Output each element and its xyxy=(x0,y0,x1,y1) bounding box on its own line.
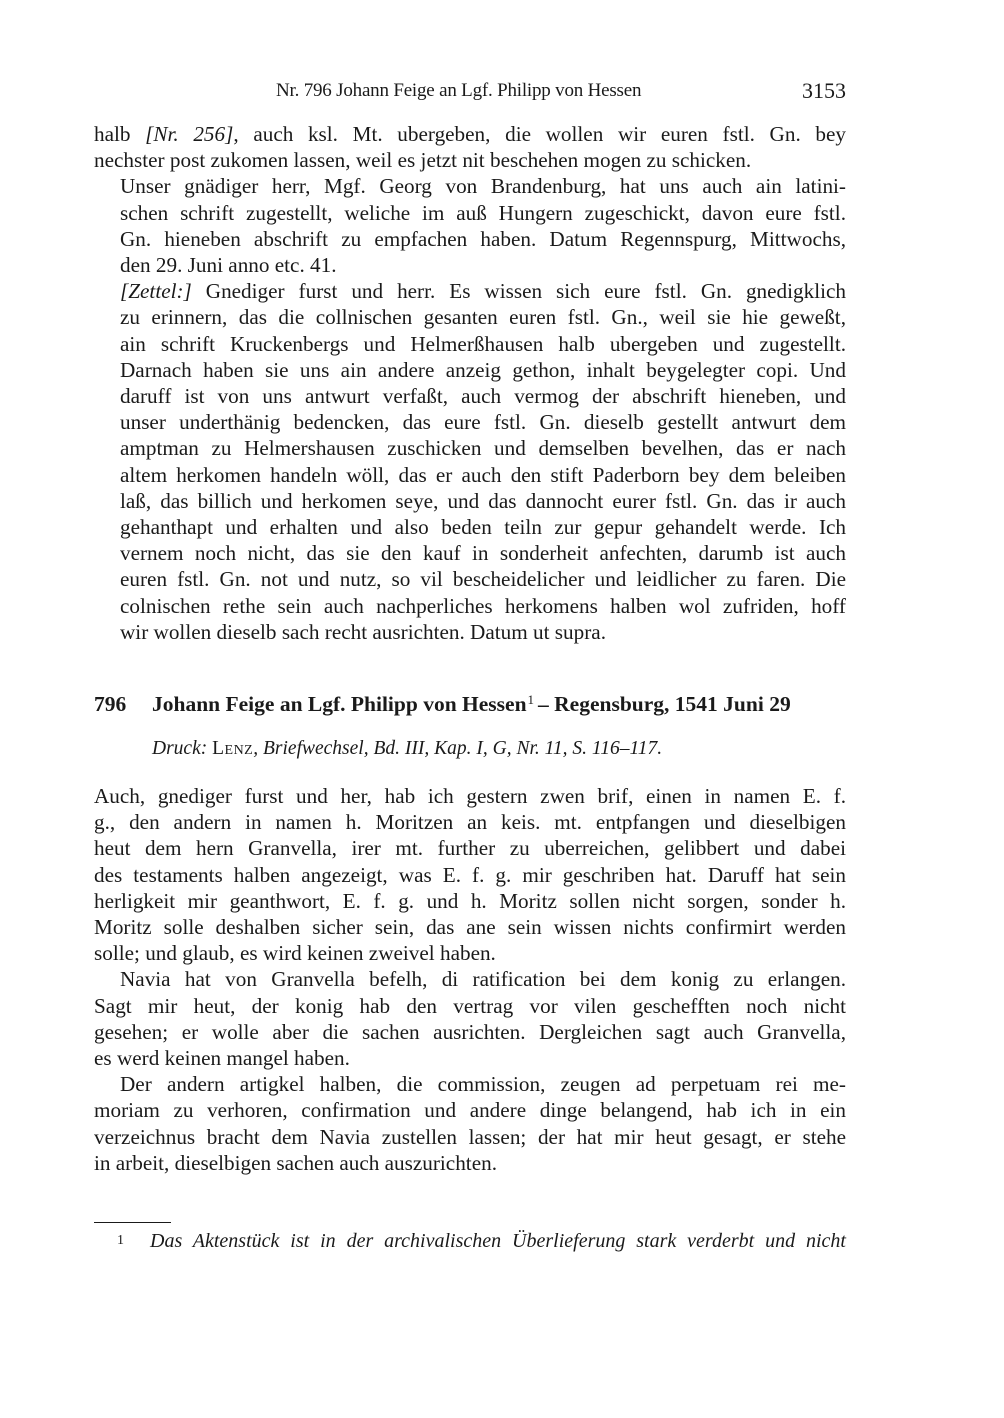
text-line: Darnach haben sie uns ain andere anzeig gethon, inhalt beygelegter copi. Und xyxy=(120,357,846,382)
text-line: vernem noch nicht, das sie den kauf in sonderheit anfechten, darumb ist auch xyxy=(120,541,846,566)
text-line: wir wollen dieselb sach recht ausrichten. Datum ut supra. xyxy=(120,619,606,644)
footnote-reference[interactable]: 1 xyxy=(527,692,535,707)
document-number: 796 xyxy=(94,692,127,716)
text-line: Sagt mir heut, der konig hab den vertrag vor vilen geschefften noch nicht xyxy=(94,993,846,1018)
document-body xyxy=(94,783,846,1176)
print-source-author: Lenz xyxy=(212,738,254,759)
text-line: [Zettel:] Gnediger furst und herr. Es wissen sich eure fstl. Gn. gnedigklich xyxy=(120,279,846,304)
previous-document-continuation xyxy=(94,121,846,645)
text-line: in arbeit, dieselbigen sachen auch auszurichten. xyxy=(94,1150,497,1175)
document-title: Johann Feige an Lgf. Philipp von Hessen xyxy=(152,692,527,716)
footnote xyxy=(94,1228,846,1256)
text-line: amptman zu Helmershausen zuschicken und demselben bevelhen, das er nach xyxy=(120,436,846,461)
footnote-text: Das Aktenstück ist in der archivalischen Überlieferung stark verderbt und nicht xyxy=(150,1230,846,1252)
text-line: ain schrift Kruckenbergs und Helmerßhausen halb ubergeben und zugestellt. xyxy=(120,331,846,356)
text-line: Der andern artigkel halben, die commission, zeugen ad perpetuam rei me- xyxy=(120,1072,846,1097)
paragraph xyxy=(94,121,846,173)
text-line: Navia hat von Granvella befelh, di ratification bei dem konig zu erlangen. xyxy=(120,967,846,992)
text-line: unser underthänig bedencken, das eure fstl. Gn. dieselb gestellt antwurt dem xyxy=(120,410,846,435)
text-line: Gn. hieneben abschrift zu empfachen haben. Datum Regennspurg, Mittwochs, xyxy=(120,226,846,251)
text-line: colnischen rethe sein auch nachperliches herkomens halben wol zufriden, hoff xyxy=(120,593,846,618)
text-line: es werd keinen mangel haben. xyxy=(94,1046,350,1071)
document-heading xyxy=(94,692,846,717)
editorial-reference: [Nr. 256] xyxy=(145,122,234,146)
text-line: verzeichnus bracht dem Navia zustellen lassen; der hat mir heut gesagt, er stehe xyxy=(94,1124,846,1149)
text-line: laß, das billich und herkomen seye, und das dannocht eurer fstl. Gn. das ir auch xyxy=(120,488,846,513)
paragraph xyxy=(94,173,846,278)
text-line: des testaments halben angezeigt, was E. f. g. mir geschriben hat. Daruff hat sein xyxy=(94,862,846,887)
text-line: g., den andern in namen h. Moritzen an keis. mt. entpfangen und dieselbigen xyxy=(94,810,846,835)
text-line: den 29. Juni anno etc. 41. xyxy=(120,253,337,278)
text-line: schen schrift zugestellt, weliche im auß Hungern zugeschickt, davon eure fstl. xyxy=(120,200,846,225)
text-line: Unser gnädiger herr, Mgf. Georg von Brandenburg, hat uns auch ain latini- xyxy=(120,174,846,199)
page-number: 3153 xyxy=(802,78,846,103)
print-source-label: Druck: xyxy=(152,738,208,759)
text-line: daruff ist von uns antwurt verfaßt, auch vermog der abschrift hieneben, und xyxy=(120,384,846,409)
paragraph-zettel xyxy=(94,278,846,645)
text-line: Auch, gnediger furst und her, hab ich gestern zwen brif, einen in namen E. f. xyxy=(94,784,846,808)
print-source xyxy=(152,738,662,760)
text-line: halb [Nr. 256], auch ksl. Mt. ubergeben, die wollen wir euren fstl. Gn. bey xyxy=(94,122,846,146)
text-line: Moritz solle deshalben sicher sein, das ane sein wissen nichts confirmirt werden xyxy=(94,915,846,940)
text-line: euren fstl. Gn. not und nutz, so vil bescheidelicher und leidlicher zu faren. Die xyxy=(120,567,846,592)
text-line: heut dem hern Granvella, irer mt. further zu uberreichen, gelibbert und dabei xyxy=(94,836,846,861)
zettel-label: [Zettel:] xyxy=(120,279,192,304)
paragraph xyxy=(94,966,846,1071)
text-line: gesehen; er wolle aber die sachen ausrichten. Dergleichen sagt auch Granvella, xyxy=(94,1019,846,1044)
document-place-date: – Regensburg, 1541 Juni 29 xyxy=(538,692,791,716)
text-line: nechster post zukomen lassen, weil es jetzt nit beschehen mogen zu schicken. xyxy=(94,148,752,173)
text-line: moriam zu verhoren, confirmation und andere dinge belangend, hab ich in ein xyxy=(94,1098,846,1123)
text-line: gehanthapt und erhalten und also beden teiln zur gepur gehandelt werde. Ich xyxy=(120,515,846,540)
running-title: Nr. 796 Johann Feige an Lgf. Philipp von Hessen xyxy=(276,80,642,101)
paragraph xyxy=(94,1071,846,1176)
text-line: herligkeit mir geanthwort, E. f. g. und h. Moritz sollen nicht sorgen, sonder h. xyxy=(94,888,846,913)
paragraph xyxy=(94,783,846,966)
footnote-divider xyxy=(94,1222,171,1223)
text-line: zu erinnern, das die collnischen gesanten euren fstl. Gn., weil sie hie geweßt, xyxy=(120,305,846,330)
text-line: solle; und glaub, es wird keinen zweivel haben. xyxy=(94,941,496,966)
footnote-mark: 1 xyxy=(117,1233,124,1248)
text-line: altem herkomen handeln wöll, das er auch den stift Paderborn bey dem beleiben xyxy=(120,462,846,487)
print-source-citation: , Briefwechsel, Bd. III, Kap. I, G, Nr. 11, S. 116–117. xyxy=(253,738,663,759)
running-head xyxy=(94,80,846,106)
